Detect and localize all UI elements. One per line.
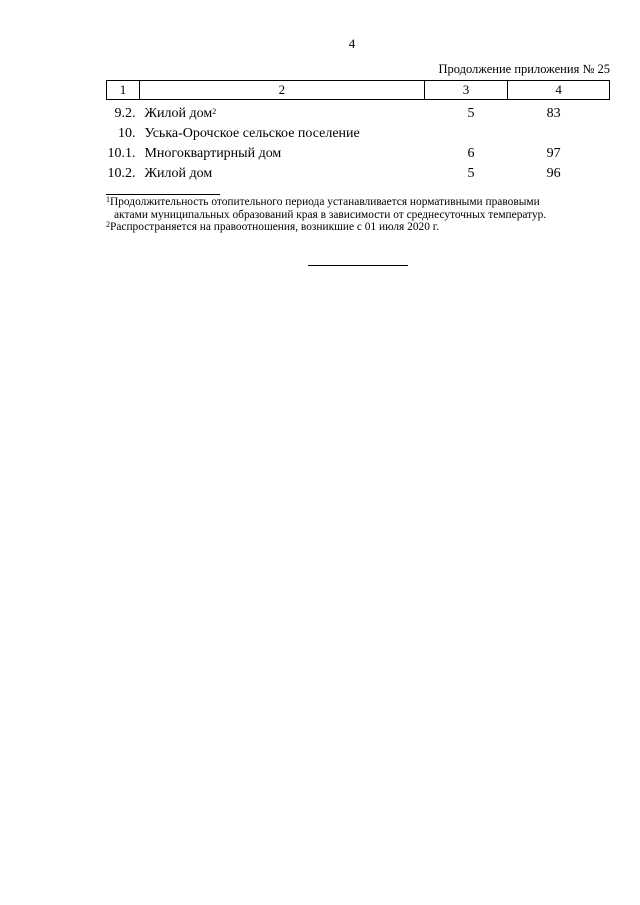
- footnote-mark: 1: [106, 195, 110, 204]
- row-name: Жилой дом: [144, 166, 213, 181]
- row-number: 10.: [117, 126, 136, 141]
- continuation-title: Продолжение приложения № 25: [438, 62, 610, 76]
- row-value-4: 97: [546, 146, 561, 161]
- table-row: [107, 164, 610, 184]
- table-row: [107, 124, 610, 144]
- column-header-1: 1: [107, 81, 140, 100]
- row-number: 10.2.: [107, 166, 136, 181]
- footnotes: [106, 196, 610, 234]
- row-name: Уська-Орочское сельское поселение: [144, 126, 360, 141]
- column-header-4: 4: [508, 81, 610, 100]
- table-row: [107, 100, 610, 125]
- page-number: 4: [348, 36, 356, 51]
- footnote-1-text-continued: актами муниципальных образований края в зависимости от среднесуточных температур.: [114, 208, 547, 221]
- row-name: Многоквартирный дом: [144, 146, 282, 161]
- row-name: [139, 100, 424, 125]
- footnote-1: [106, 196, 610, 221]
- footnote-1-text: Продолжительность отопительного периода устанавливается нормативными правовыми: [110, 196, 540, 208]
- column-header-2: 2: [139, 81, 424, 100]
- table-row: [107, 144, 610, 164]
- footnote-mark: 2: [106, 220, 110, 229]
- row-value-3: 5: [467, 166, 475, 181]
- row-value-4: 96: [546, 166, 561, 181]
- data-table: [106, 80, 610, 184]
- row-value-3: 6: [467, 146, 475, 161]
- row-value-3: [424, 124, 508, 144]
- row-value-3: 5: [467, 106, 475, 121]
- row-number: 10.1.: [107, 146, 136, 161]
- end-of-document-rule: [308, 265, 408, 266]
- row-name-text: Жилой дом: [144, 106, 213, 121]
- column-header-3: 3: [424, 81, 508, 100]
- table-header-row: [107, 81, 610, 100]
- footnote-2-text: Распространяется на правоотношения, возникшие с 01 июля 2020 г.: [110, 221, 439, 233]
- row-value-4: [508, 124, 610, 144]
- footnote-ref: 2: [212, 107, 217, 116]
- row-number: 9.2.: [114, 106, 136, 121]
- row-value-4: 83: [546, 106, 561, 121]
- footnote-separator: [106, 194, 220, 195]
- footnote-2: [106, 221, 610, 234]
